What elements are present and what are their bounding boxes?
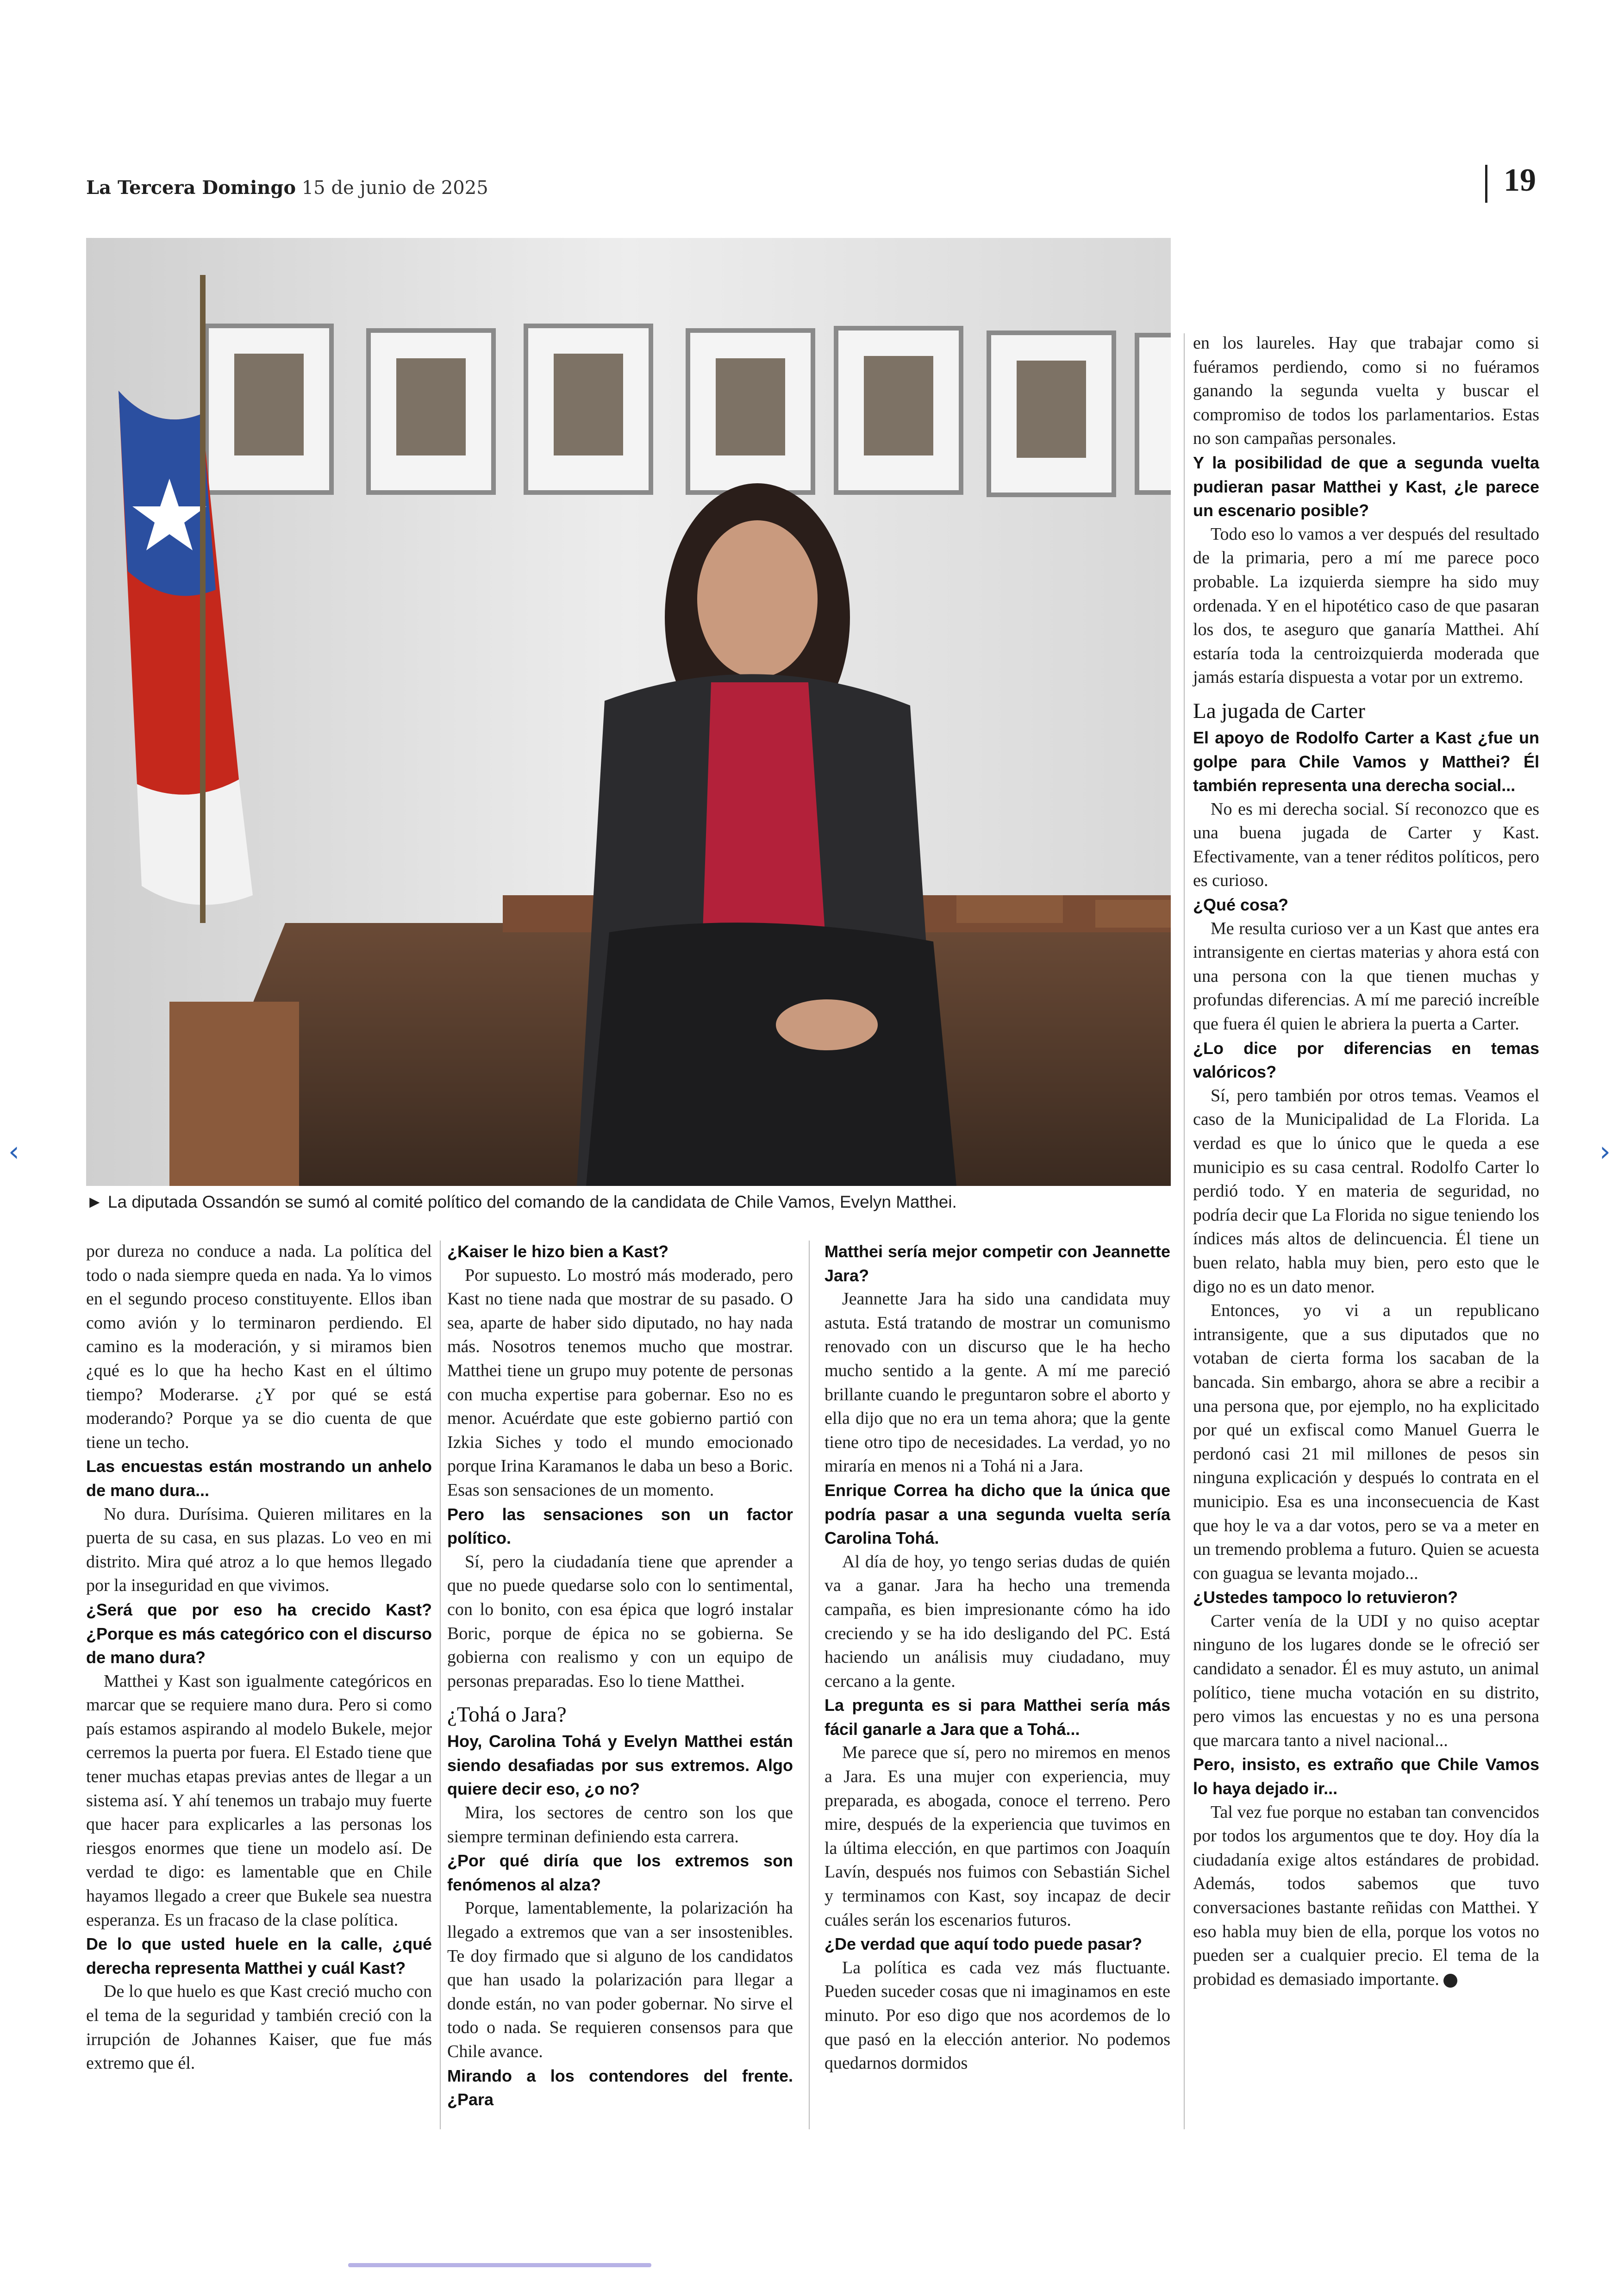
paragraph: De lo que huelo es que Kast creció mucho con el tema de la seguridad y también creció con la irrupción de Johannes Kaiser, que fue más extremo que él. [86,1982,432,2073]
column-divider [440,1241,441,2129]
section-heading: La jugada de Carter [1193,698,1365,723]
interview-question: ¿Ustedes tampoco lo retuvieron? [1193,1588,1458,1607]
paragraph: Me parece que sí, pero no miremos en menos a Jara. Es una mujer con experiencia, muy preparada, es abogada, conoce el terreno. Pero mire, después de la experiencia que tuvimos en la última elección, en que partimos con Joaquín Lavín, después nos fuimos con Sebastián Sichel y terminamos con Kast, soy incapaz de decir cuáles serán los escenarios futuros. [824,1743,1170,1930]
chevron-left-icon[interactable]: ‹ [8,1135,19,1168]
column-divider [809,1241,810,2129]
paragraph: Por supuesto. Lo mostró más moderado, pero Kast no tiene nada que mostrar de su pasado. O sea, aparte de haber sido diputado, no hay nada más. Nosotros tenemos mucho que mostrar. Matthei tiene un grupo muy potente de personas con mucha expertise para gobernar. Eso no es menor. Acuérdate que este gobierno partió con Izkia Siches y todo el mundo emocionado porque Irina Karamanos le daba un beso a Boric. Esas son sensaciones de un momento. [447,1265,793,1500]
section-heading: ¿Tohá o Jara? [447,1703,567,1727]
paragraph-text: Tal vez fue porque no estaban tan convencidos por todos los argumentos que te doy. Hoy día la ciudadanía exige altos estándares de probidad. Además, todos sabemos que tuvo conversaciones bastante reñidas con Matthei. Y eso habla muy bien de ella, porque los votos no pueden ser a cualquier precio. El tema de la probidad es demasiado importante. [1193,1802,1539,1989]
paragraph [1193,1801,1539,1992]
interview-question: Enrique Correa ha dicho que la única que podría pasar a una segunda vuelta sería Carolina Tohá. [824,1480,1170,1548]
paragraph: Carter venía de la UDI y no quiso aceptar ninguno de los lugares donde se le ofreció ser candidato a senador. Él es muy astuto, un animal político, tiene mucha votación en su distrito, pero vimos las encuestas y no es una persona que marcara tanto a nivel nacional... [1193,1611,1539,1750]
interview-question: Las encuestas están mostrando un anhelo de mano dura... [86,1457,432,1500]
article-column-3 [824,1240,1170,2076]
photo-caption: ► La diputada Ossandón se sumó al comité político del comando de la candidata de Chile Vamos, Evelyn Matthei. [86,1192,957,1211]
article-column-1 [86,1240,432,2076]
article-column-2 [447,1240,793,2112]
portrait-photo [86,238,1171,1186]
interview-question: Mirando a los contendores del frente. ¿Para [447,2066,793,2109]
article-column-4 [1193,331,1539,1991]
interview-question: Hoy, Carolina Tohá y Evelyn Matthei están siendo desafiadas por sus extremos. Algo quiere decir eso, ¿o no? [447,1732,793,1799]
header-divider [1485,165,1487,203]
paragraph: Sí, pero también por otros temas. Veamos el caso de la Municipalidad de La Florida. La verdad es que lo único que le queda a ese municipio es su casa central. Rodolfo Carter lo perdió todo. Y en materia de seguridad, no podría decir que La Florida no sigue teniendo los índices más altos de delincuencia. Él tiene un buen relato, habla muy bien, pero esto que le digo no es un dato menor. [1193,1085,1539,1297]
interview-question: Pero, insisto, es extraño que Chile Vamos lo haya dejado ir... [1193,1755,1539,1798]
masthead [86,177,488,199]
paragraph: No es mi derecha social. Sí reconozco que es una buena jugada de Carter y Kast. Efectivamente, van a tener réditos políticos, pero es curioso. [1193,799,1539,891]
interview-question: Matthei sería mejor competir con Jeannette Jara? [824,1242,1170,1285]
paragraph: por dureza no conduce a nada. La política del todo o nada siempre queda en nada. Ya lo vimos en el segundo proceso constituyente. Ellos iban como avión y lo terminaron perdiendo. El camino es la moderación, y si miramos bien ¿qué es lo que ha hecho Kast en el último tiempo? Moderarse. ¿Y por qué se está moderando? Porque ya se dio cuenta de que tiene un techo. [86,1241,432,1452]
paragraph: La política es cada vez más fluctuante. Pueden suceder cosas que ni imaginamos en este minuto. Por eso digo que nos acordemos de lo que pasó en la elección anterior. No podemos quedarnos dormidos [824,1958,1170,2073]
chevron-right-icon[interactable]: › [1599,1135,1611,1168]
interview-question: ¿Por qué diría que los extremos son fenómenos al alza? [447,1851,793,1894]
paragraph: Jeannette Jara ha sido una candidata muy astuta. Está tratando de mostrar un comunismo renovado con un discurso que le ha hecho mucho sentido a la gente. A mí me pareció brillante cuando le preguntaron sobre el aborto y ella dijo que no era un tema ahora; que la gente tiene otro tipo de necesidades. La verdad, yo no miraría en menos ni a Tohá ni a Jara. [824,1289,1170,1476]
paragraph: Me resulta curioso ver a un Kast que antes era intransigente en ciertas materias y ahora está con una persona con la que tienen muchas y profundas diferencias. A mí me pareció increíble que fuera él quien le abriera la puerta a Carter. [1193,918,1539,1034]
paragraph: Mira, los sectores de centro son los que siempre terminan definiendo esta carrera. [447,1803,793,1846]
paragraph: Matthei y Kast son igualmente categóricos en marcar que se requiere mano dura. Pero si como país estamos aspirando al modelo Bukele, mejor cerremos la puerta por fuera. El Estado tiene que tener muchas etapas previas antes de llegar a un sistema así. Y ahí tenemos un trabajo muy fuerte que hacer para explicarles a las personas los riesgos enormes que tiene un modelo así. De verdad te digo: es lamentable que en Chile hayamos llegado a creer que Bukele sea nuestra esperanza. Es un fracaso de la clase política. [86,1671,432,1930]
paragraph: No dura. Durísima. Quieren militares en la puerta de su casa, en sus plazas. Lo veo en mi distrito. Mira qué atroz a lo que hemos llegado por la inseguridad en que vivimos. [86,1504,432,1596]
page-number: 19 [1504,162,1536,198]
interview-question: Pero las sensaciones son un factor político. [447,1504,793,1548]
interview-question: La pregunta es si para Matthei sería más fácil ganarle a Jara que a Tohá... [824,1696,1170,1739]
paragraph: Porque, lamentablemente, la polarización ha llegado a extremos que van a ser insostenibles. Te doy firmado que si alguno de los candidatos que han usado la polarización para llegar a donde están, no van poder gobernar. No sirve el todo o nada. Se requieren consensos para que Chile avance. [447,1898,793,2061]
paragraph: en los laureles. Hay que trabajar como si fuéramos perdiendo, como si no fuéramos ganando la segunda vuelta y buscar el compromiso de todos los parlamentarios. Estas no son campañas personales. [1193,333,1539,449]
interview-question: ¿Kaiser le hizo bien a Kast? [447,1242,669,1261]
paragraph: Sí, pero la ciudadanía tiene que aprender a que no puede quedarse solo con lo sentimental, con lo bonito, con esa épica que logró instalar Boric, porque de épica no se gobierna. Se gobierna con realismo y con un equipo de personas preparadas. Eso lo tiene Matthei. [447,1552,793,1691]
paragraph: Al día de hoy, yo tengo serias dudas de quién va a ganar. Jara ha hecho una tremenda campaña, es bien impresionante cómo ha ido creciendo y se ha ido desligando del PC. Está haciendo un análisis muy ciudadano, muy cercano a la gente. [824,1552,1170,1691]
paragraph: Entonces, yo vi a un republicano intransigente, que a sus diputados que no votaban de cierta forma los sacaban de la bancada. Sin embargo, ahora se abre a recibir a una persona que, por ejemplo, no ha explicitado por qué un exfiscal como Manuel Guerra le perdonó casi 21 mil millones de pesos sin ninguna explicación y después lo contrata en el municipio. Esa es una inconsecuencia de Kast que hoy le va a dar votos, pero se va a meter en un tremendo problema a futuro. Quien se acuesta con guagua se levanta mojado... [1193,1301,1539,1583]
interview-question: ¿De verdad que aquí todo puede pasar? [824,1934,1143,1954]
interview-question: ¿Lo dice por diferencias en temas valóricos? [1193,1038,1539,1082]
interview-question: El apoyo de Rodolfo Carter a Kast ¿fue un golpe para Chile Vamos y Matthei? Él también representa una derecha social... [1193,728,1539,795]
interview-question: ¿Será que por eso ha crecido Kast? ¿Porque es más categórico con el discurso de mano dura? [86,1600,432,1667]
interview-question: Y la posibilidad de que a segunda vuelta pudieran pasar Matthei y Kast, ¿le parece un escenario posible? [1193,453,1539,520]
paragraph: Todo eso lo vamos a ver después del resultado de la primaria, pero a mí me parece poco probable. La izquierda siempre ha sido muy ordenada. Y en el hipotético caso de que pasaran los dos, te aseguro que ganaría Matthei. Ahí estaría toda la centroizquierda moderada que jamás estaría dispuesta a votar por un extremo. [1193,524,1539,687]
publication-date: 15 de junio de 2025 [301,177,488,199]
column-divider [1184,333,1185,2129]
end-mark-icon: o [1443,1974,1457,1988]
interview-question: De lo que usted huele en la calle, ¿qué derecha representa Matthei y cuál Kast? [86,1934,432,1977]
publication-name: La Tercera Domingo [86,177,296,199]
scrollbar-thumb[interactable] [348,2263,651,2267]
interview-question: ¿Qué cosa? [1193,895,1289,915]
